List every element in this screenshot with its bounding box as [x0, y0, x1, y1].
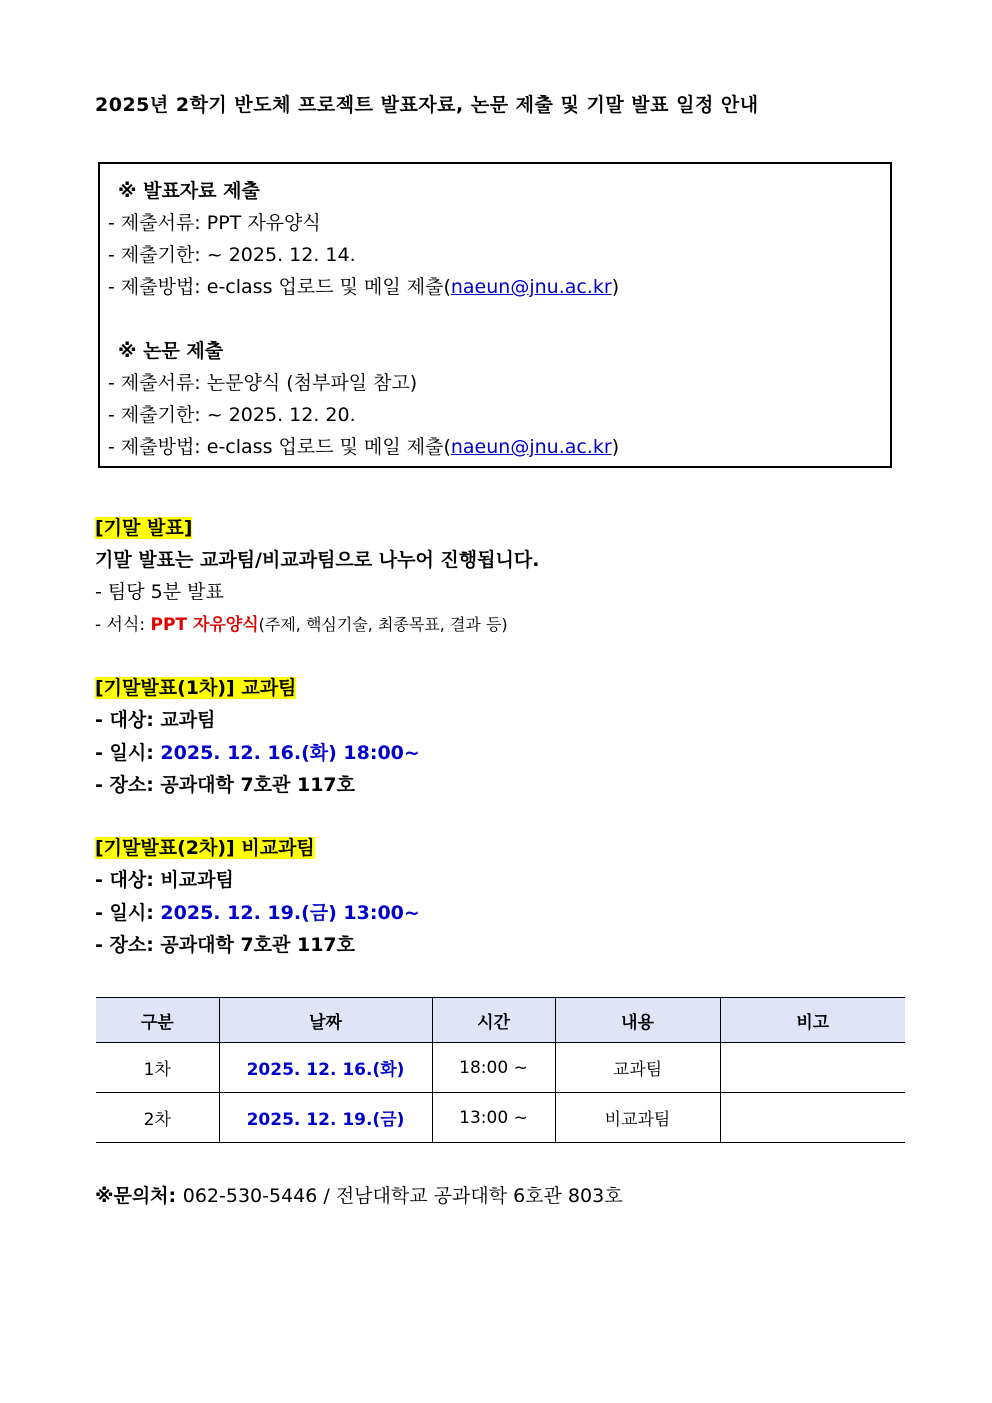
- slides-method-suffix: ): [611, 276, 620, 298]
- cell-content: 비교과팀: [555, 1093, 720, 1143]
- table-row: [96, 1093, 905, 1143]
- paper-method: [108, 432, 619, 459]
- paper-heading: ※ 논문 제출: [118, 340, 224, 362]
- slides-email-link[interactable]: naeun@jnu.ac.kr: [450, 276, 612, 298]
- document-title: 2025년 2학기 반도체 프로젝트 발표자료, 논문 제출 및 기말 발표 일정 안내: [95, 94, 759, 116]
- round2-place: - 장소: 공과대학 7호관 117호: [95, 934, 356, 956]
- final-intro: 기말 발표는 교과팀/비교과팀으로 나누어 진행됩니다.: [95, 549, 540, 571]
- header-category: 구분: [96, 998, 219, 1043]
- round1-datetime: [95, 738, 420, 765]
- cell-date: 2025. 12. 16.(화): [219, 1043, 432, 1093]
- round1-tag: [95, 673, 296, 700]
- round2-tag: [95, 833, 315, 860]
- final-format-prefix: - 서식:: [95, 615, 151, 635]
- cell-category: 1차: [96, 1043, 219, 1093]
- header-content: 내용: [555, 998, 720, 1043]
- header-time: 시간: [432, 998, 555, 1043]
- final-per-team: - 팀당 5분 발표: [95, 581, 224, 603]
- round2-datetime-label: - 일시:: [95, 902, 161, 924]
- round1-datetime-label: - 일시:: [95, 742, 161, 764]
- cell-date: 2025. 12. 19.(금): [219, 1093, 432, 1143]
- cell-note: [720, 1043, 905, 1093]
- slides-method: [108, 272, 619, 299]
- slides-heading: ※ 발표자료 제출: [118, 180, 260, 202]
- final-tag: [95, 513, 192, 540]
- round2-datetime: [95, 898, 420, 925]
- round2-datetime-value: 2025. 12. 19.(금) 13:00~: [160, 902, 420, 924]
- round2-target: - 대상: 비교과팀: [95, 869, 234, 891]
- paper-email-link[interactable]: naeun@jnu.ac.kr: [450, 436, 612, 458]
- paper-deadline: - 제출기한: ~ 2025. 12. 20.: [108, 404, 356, 426]
- round1-target: - 대상: 교과팀: [95, 709, 216, 731]
- header-date: 날짜: [219, 998, 432, 1043]
- paper-type: - 제출서류: 논문양식 (첨부파일 참고): [108, 372, 418, 394]
- final-format-note: (주제, 핵심기술, 최종목표, 결과 등): [258, 615, 508, 634]
- final-tag-highlight: [기말 발표]: [95, 517, 193, 539]
- header-note: 비고: [720, 998, 905, 1043]
- schedule-table: [96, 997, 905, 1143]
- table-header-row: [96, 998, 905, 1043]
- contact-label: ※문의처:: [95, 1185, 183, 1207]
- contact-info: [95, 1181, 623, 1208]
- round2-tag-highlight: [기말발표(2차)] 비교과팀: [95, 837, 315, 859]
- final-format-value: PPT 자유양식: [150, 615, 259, 635]
- slides-method-prefix: - 제출방법: e-class 업로드 및 메일 제출(: [108, 276, 451, 298]
- cell-time: 13:00 ~: [432, 1093, 555, 1143]
- round1-place: - 장소: 공과대학 7호관 117호: [95, 774, 356, 796]
- table-row: [96, 1043, 905, 1093]
- cell-note: [720, 1093, 905, 1143]
- paper-method-suffix: ): [611, 436, 620, 458]
- final-format: [95, 610, 508, 635]
- cell-time: 18:00 ~: [432, 1043, 555, 1093]
- slides-deadline: - 제출기한: ~ 2025. 12. 14.: [108, 244, 356, 266]
- slides-type: - 제출서류: PPT 자유양식: [108, 212, 321, 234]
- paper-method-prefix: - 제출방법: e-class 업로드 및 메일 제출(: [108, 436, 451, 458]
- cell-category: 2차: [96, 1093, 219, 1143]
- round1-datetime-value: 2025. 12. 16.(화) 18:00~: [160, 742, 420, 764]
- round1-tag-highlight: [기말발표(1차)] 교과팀: [95, 677, 297, 699]
- cell-content: 교과팀: [555, 1043, 720, 1093]
- submission-box: [98, 162, 892, 468]
- contact-value: 062-530-5446 / 전남대학교 공과대학 6호관 803호: [182, 1185, 623, 1207]
